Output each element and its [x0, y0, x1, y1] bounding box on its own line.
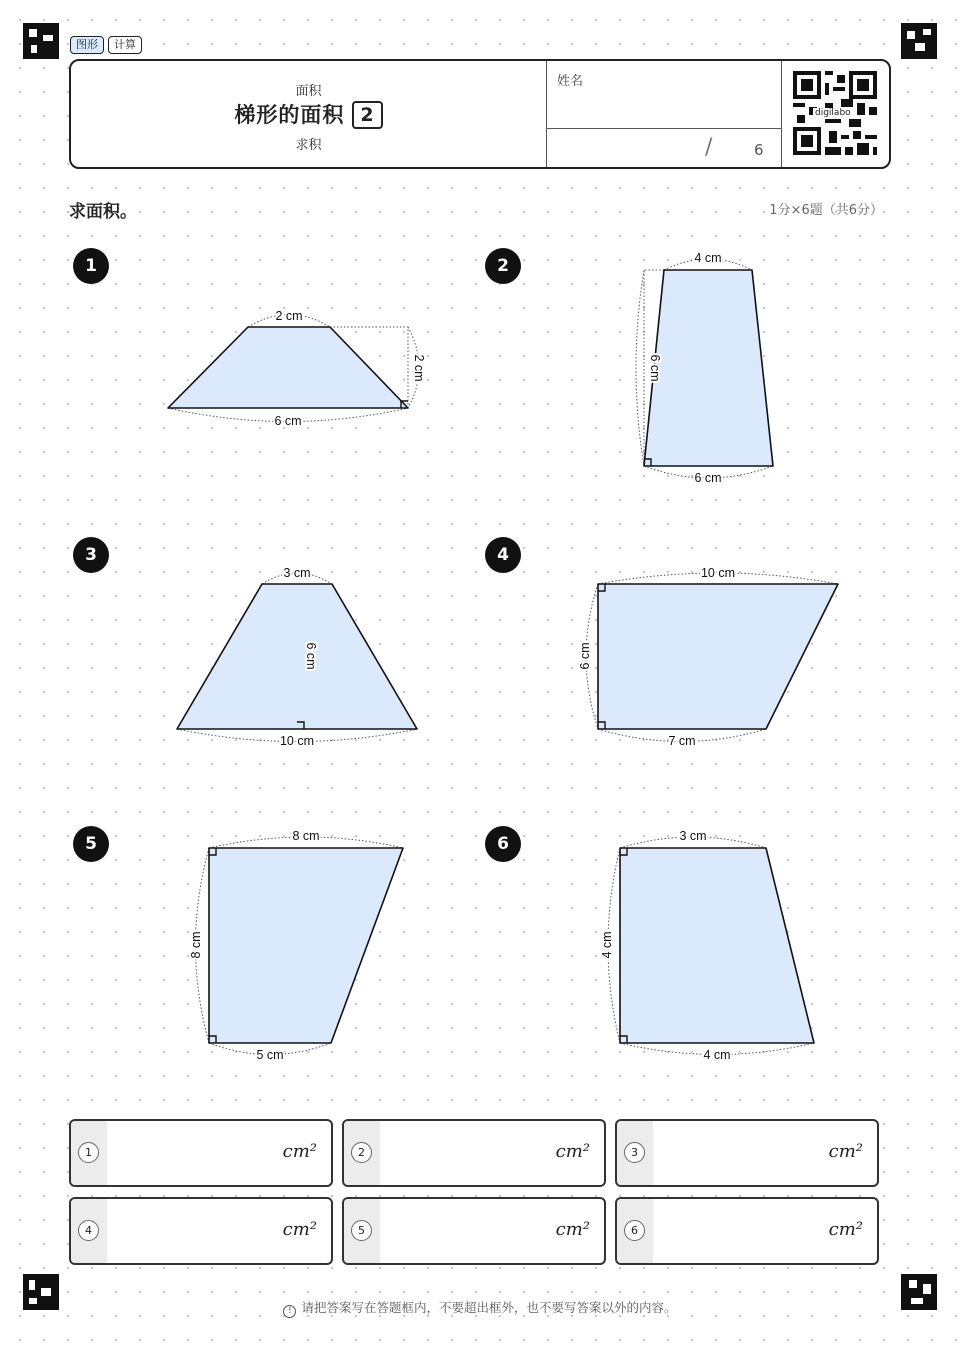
fig5-height-label: 8 cm — [189, 931, 203, 959]
fig5-bottom-label: 5 cm — [256, 1048, 284, 1062]
answer-unit: cm² — [282, 1141, 317, 1162]
score-total: 6 — [754, 141, 764, 159]
problem-badge-4: 4 — [485, 537, 521, 573]
fig4-bottom-label: 7 cm — [668, 734, 696, 748]
problem-badge-2: 2 — [485, 248, 521, 284]
trapezoid-3 — [177, 584, 417, 729]
trapezoid-6 — [620, 848, 814, 1043]
page-title-text: 梯形的面积 — [234, 103, 345, 127]
fig1-top-label: 2 cm — [275, 309, 303, 323]
answer-unit: cm² — [828, 1219, 863, 1240]
problem-badge-3: 3 — [73, 537, 109, 573]
fig4-height-label: 6 cm — [578, 642, 592, 670]
footer-text: 请把答案写在答题框内，不要超出框外，也不要写答案以外的内容。 — [301, 1300, 677, 1315]
fig2-bottom-label: 6 cm — [694, 471, 722, 485]
qr-label: digilabo — [815, 108, 851, 118]
answer-number: 6 — [624, 1220, 645, 1241]
answer-number: 2 — [351, 1142, 372, 1163]
answer-box-2[interactable] — [342, 1119, 606, 1187]
fig3-height-label: 6 cm — [304, 642, 318, 670]
fig4-top-label: 10 cm — [700, 566, 736, 580]
answer-box-5[interactable] — [342, 1197, 606, 1265]
trapezoid-5 — [209, 848, 403, 1043]
fig1-height-label: 2 cm — [412, 354, 426, 382]
answer-number: 1 — [78, 1142, 99, 1163]
trapezoid-1 — [168, 327, 408, 408]
fig3-bottom-label: 10 cm — [279, 734, 315, 748]
tag-calculation[interactable]: 计算 — [108, 36, 142, 54]
worksheet-number: 2 — [352, 101, 382, 129]
header-subtitle: 求积 — [295, 138, 322, 153]
fig6-bottom-label: 4 cm — [703, 1048, 731, 1062]
score-slash: / — [705, 135, 713, 160]
trapezoid-4 — [598, 584, 838, 729]
name-label: 姓名 — [557, 74, 584, 89]
fig5-top-label: 8 cm — [292, 829, 320, 843]
problem-badge-1: 1 — [73, 248, 109, 284]
answer-unit: cm² — [555, 1219, 590, 1240]
answer-box-6[interactable] — [615, 1197, 879, 1265]
answer-box-1[interactable] — [69, 1119, 333, 1187]
fig1-bottom-label: 6 cm — [274, 414, 302, 428]
answer-box-3[interactable] — [615, 1119, 879, 1187]
header-category: 面积 — [295, 84, 322, 99]
problem-badge-5: 5 — [73, 826, 109, 862]
fig2-height-label: 6 cm — [648, 354, 662, 382]
fig6-height-label: 4 cm — [600, 931, 614, 959]
answer-number: 3 — [624, 1142, 645, 1163]
fig3-top-label: 3 cm — [283, 566, 311, 580]
answer-box-4[interactable] — [69, 1197, 333, 1265]
trapezoid-2 — [644, 270, 773, 466]
fig2-top-label: 4 cm — [694, 251, 722, 265]
answer-number: 4 — [78, 1220, 99, 1241]
answer-unit: cm² — [828, 1141, 863, 1162]
footer-note — [0, 1298, 960, 1318]
fig6-top-label: 3 cm — [679, 829, 707, 843]
answer-number: 5 — [351, 1220, 372, 1241]
problem-badge-6: 6 — [485, 826, 521, 862]
answer-unit: cm² — [555, 1141, 590, 1162]
info-icon: ! — [283, 1305, 296, 1318]
scoring-note: 1分×6题（共6分） — [769, 203, 883, 218]
instruction: 求面积。 — [69, 202, 137, 222]
tag-shapes[interactable]: 图形 — [70, 36, 104, 54]
answer-unit: cm² — [282, 1219, 317, 1240]
